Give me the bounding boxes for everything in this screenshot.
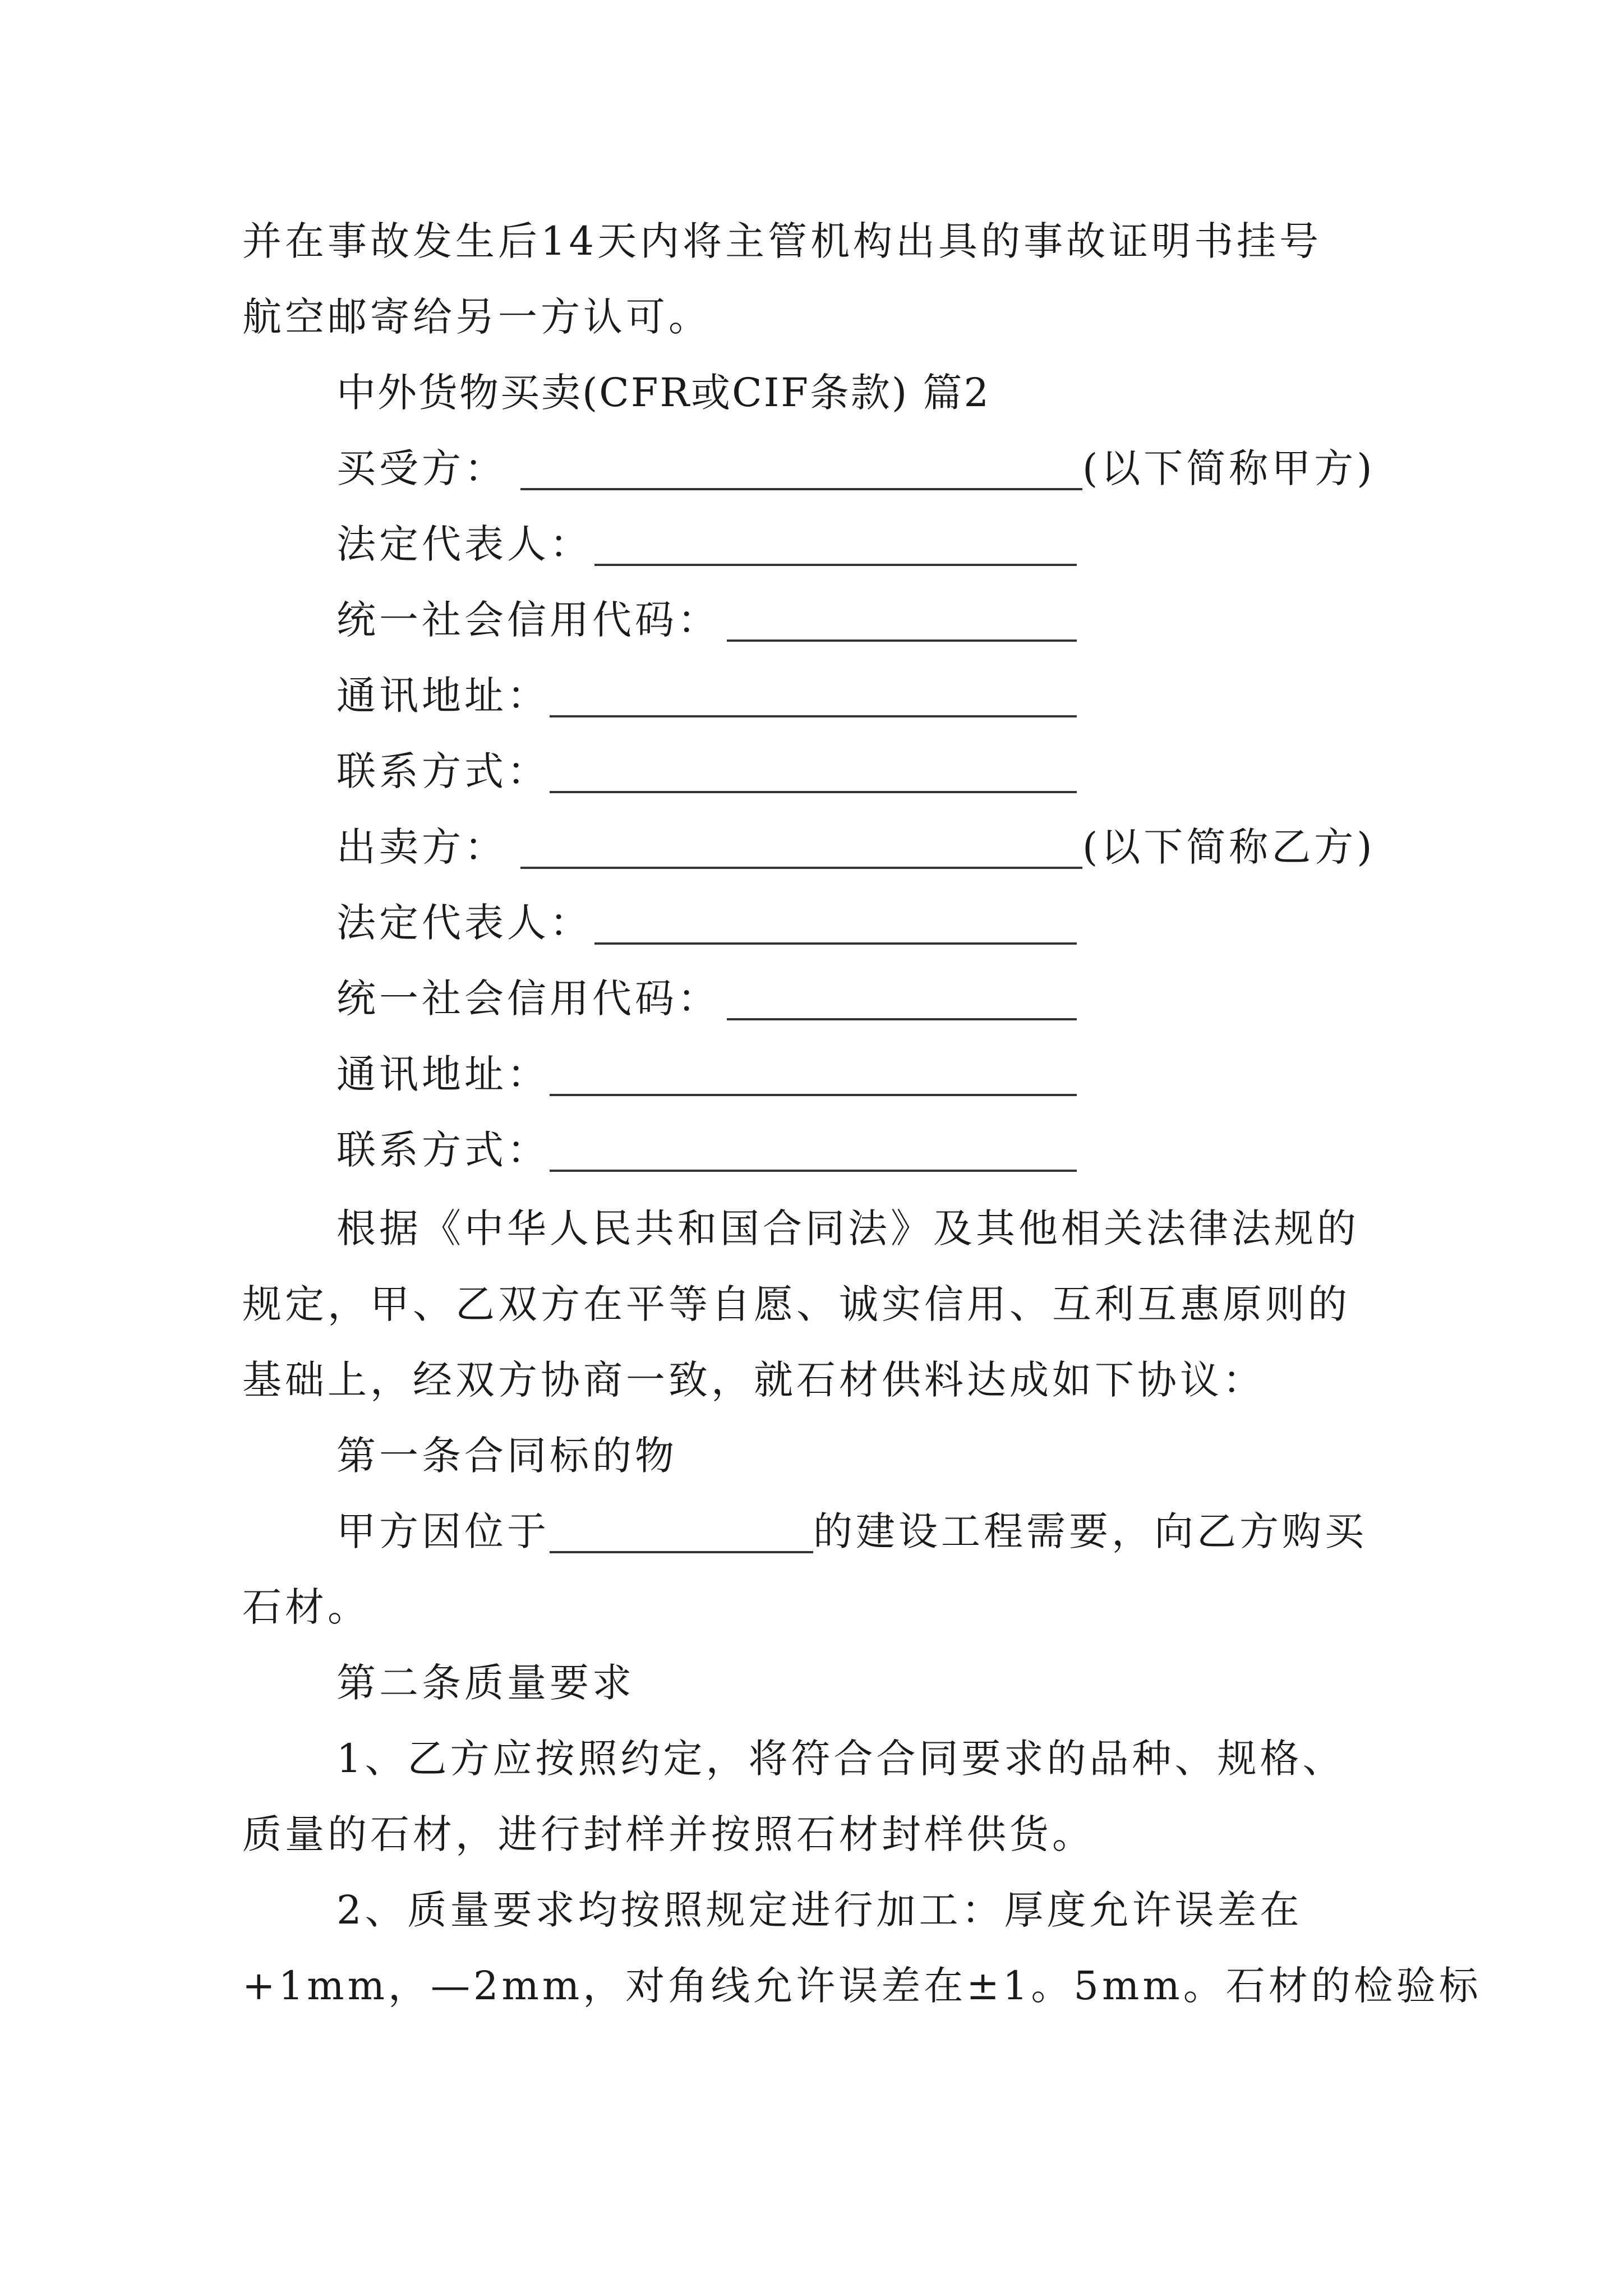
- seller-address-label: 通讯地址：: [336, 1051, 550, 1097]
- seller-contact-label: 联系方式：: [336, 1127, 550, 1173]
- seller-legal-rep-blank: [594, 942, 1077, 945]
- seller-credit-code-label: 统一社会信用代码：: [336, 976, 720, 1022]
- buyer-label: 买受方：: [336, 445, 507, 491]
- paragraph-line: +1mm，—2mm，对角线允许误差在±1。5mm。石材的检验标: [242, 1963, 1482, 2009]
- buyer-credit-code-blank: [727, 639, 1077, 642]
- paragraph-line: 并在事故发生后14天内将主管机构出具的事故证明书挂号: [242, 218, 1322, 264]
- article-heading: 第一条合同标的物: [336, 1433, 677, 1479]
- paragraph-line: 甲方因位于: [336, 1508, 550, 1554]
- seller-address-blank: [550, 1094, 1077, 1096]
- buyer-contact-label: 联系方式：: [336, 748, 550, 794]
- buyer-contact-blank: [550, 791, 1077, 793]
- seller-contact-blank: [550, 1170, 1077, 1172]
- paragraph-line: 石材。: [242, 1584, 370, 1630]
- paragraph-line: 基础上，经双方协商一致，就石材供料达成如下协议：: [242, 1357, 1265, 1403]
- paragraph-line: 规定，甲、乙双方在平等自愿、诚实信用、互利互惠原则的: [242, 1281, 1350, 1327]
- buyer-credit-code-label: 统一社会信用代码：: [336, 597, 720, 643]
- seller-legal-rep-label: 法定代表人：: [336, 900, 592, 946]
- seller-credit-code-blank: [727, 1018, 1077, 1020]
- seller-label: 出卖方：: [336, 824, 507, 870]
- paragraph-line: 质量的石材，进行封样并按照石材封样供货。: [242, 1811, 1095, 1857]
- paragraph-line: 航空邮寄给另一方认可。: [242, 294, 711, 340]
- paragraph-line: 2、质量要求均按照规定进行加工：厚度允许误差在: [336, 1887, 1303, 1933]
- seller-suffix: (以下简称乙方): [1082, 824, 1376, 870]
- paragraph-line: 1、乙方应按照约定，将符合合同要求的品种、规格、: [336, 1736, 1345, 1782]
- buyer-suffix: (以下简称甲方): [1082, 445, 1376, 491]
- paragraph-line: 的建设工程需要，向乙方购买: [813, 1508, 1367, 1554]
- buyer-address-label: 通讯地址：: [336, 673, 550, 719]
- buyer-blank: [520, 488, 1082, 490]
- article-heading: 第二条质量要求: [336, 1660, 635, 1706]
- buyer-address-blank: [550, 715, 1077, 717]
- paragraph-line: 根据《中华人民共和国合同法》及其他相关法律法规的: [336, 1205, 1359, 1251]
- project-location-blank: [550, 1551, 813, 1553]
- buyer-legal-rep-label: 法定代表人：: [336, 521, 592, 567]
- buyer-legal-rep-blank: [594, 564, 1077, 566]
- section-title: 中外货物买卖(CFR或CIF条款) 篇2: [336, 370, 991, 416]
- seller-blank: [520, 867, 1082, 869]
